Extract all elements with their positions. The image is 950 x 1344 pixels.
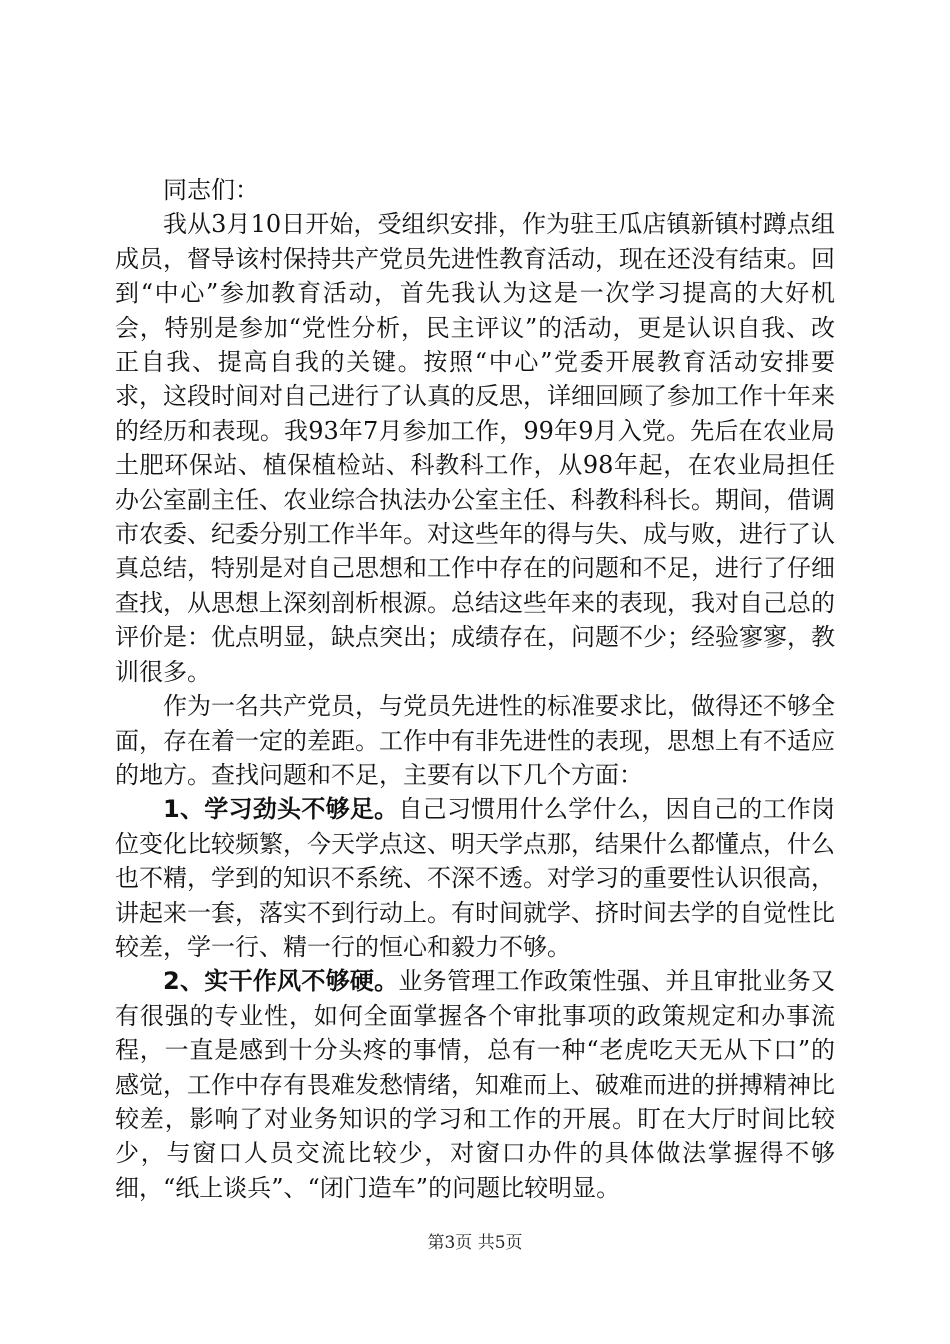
page-footer: 第3页 共5页 bbox=[427, 1233, 523, 1253]
greeting: 同志们： bbox=[163, 176, 259, 204]
section-2 bbox=[115, 964, 835, 1205]
section-2-body: 业务管理工作政策性强、并且审批业务又有很强的专业性，如何全面掌握各个审批事项的政策规定和办事流程，一直是感到十分头疼的事情，总有一种“老虎吃天无从下口”的感觉，工作中存有畏难发愁情绪，知难而上、破难而进的拼搏精神比较差，影响了对业务知识的学习和工作的开展。盯在大厅时间比较少，与窗口人员交流比较少，对窗口办件的具体做法掌握得不够细，“纸上谈兵”、“闭门造车”的问题比较明显。 bbox=[115, 967, 835, 1202]
paragraph-2: 作为一名共产党员，与党员先进性的标准要求比，做得还不够全面，存在着一定的差距。工作中有非先进性的表现，思想上有不适应的地方。查找问题和不足，主要有以下几个方面： bbox=[115, 692, 835, 789]
document-body bbox=[115, 173, 835, 1205]
section-2-heading: 2、实干作风不够硬。 bbox=[163, 967, 399, 996]
section-1-body: 自己习惯用什么学什么，因自己的工作岗位变化比较频繁，今天学点这、明天学点那，结果什么都懂点，什么也不精，学到的知识不系统、不深不透。对学习的重要性认识很高，讲起来一套，落实不到行动上。有时间就学、挤时间去学的自觉性比较差，学一行、精一行的恒心和毅力不够。 bbox=[115, 795, 835, 961]
paragraph-1: 我从3月10日开始，受组织安排，作为驻王瓜店镇新镇村蹲点组成员，督导该村保持共产党员先进性教育活动，现在还没有结束。回到“中心”参加教育活动，首先我认为这是一次学习提高的大好机会，特别是参加“党性分析，民主评议”的活动，更是认识自我、改正自我、提高自我的关键。按照“中心”党委开展教育活动安排要求，这段时间对自己进行了认真的反思，详细回顾了参加工作十年来的经历和表现。我93年7月参加工作，99年9月入党。先后在农业局土肥环保站、植保植检站、科教科工作，从98年起，在农业局担任办公室副主任、农业综合执法办公室主任、科教科科长。期间，借调市农委、纪委分别工作半年。对这些年的得与失、成与败，进行了认真总结，特别是对自己思想和工作中存在的问题和不足，进行了仔细查找，从思想上深刻剖析根源。总结这些年来的表现，我对自己总的评价是：优点明显，缺点突出；成绩存在，问题不少；经验寥寥，教训很多。 bbox=[115, 210, 835, 686]
section-1-heading: 1、学习劲头不够足。 bbox=[163, 795, 399, 824]
section-1 bbox=[115, 792, 835, 964]
